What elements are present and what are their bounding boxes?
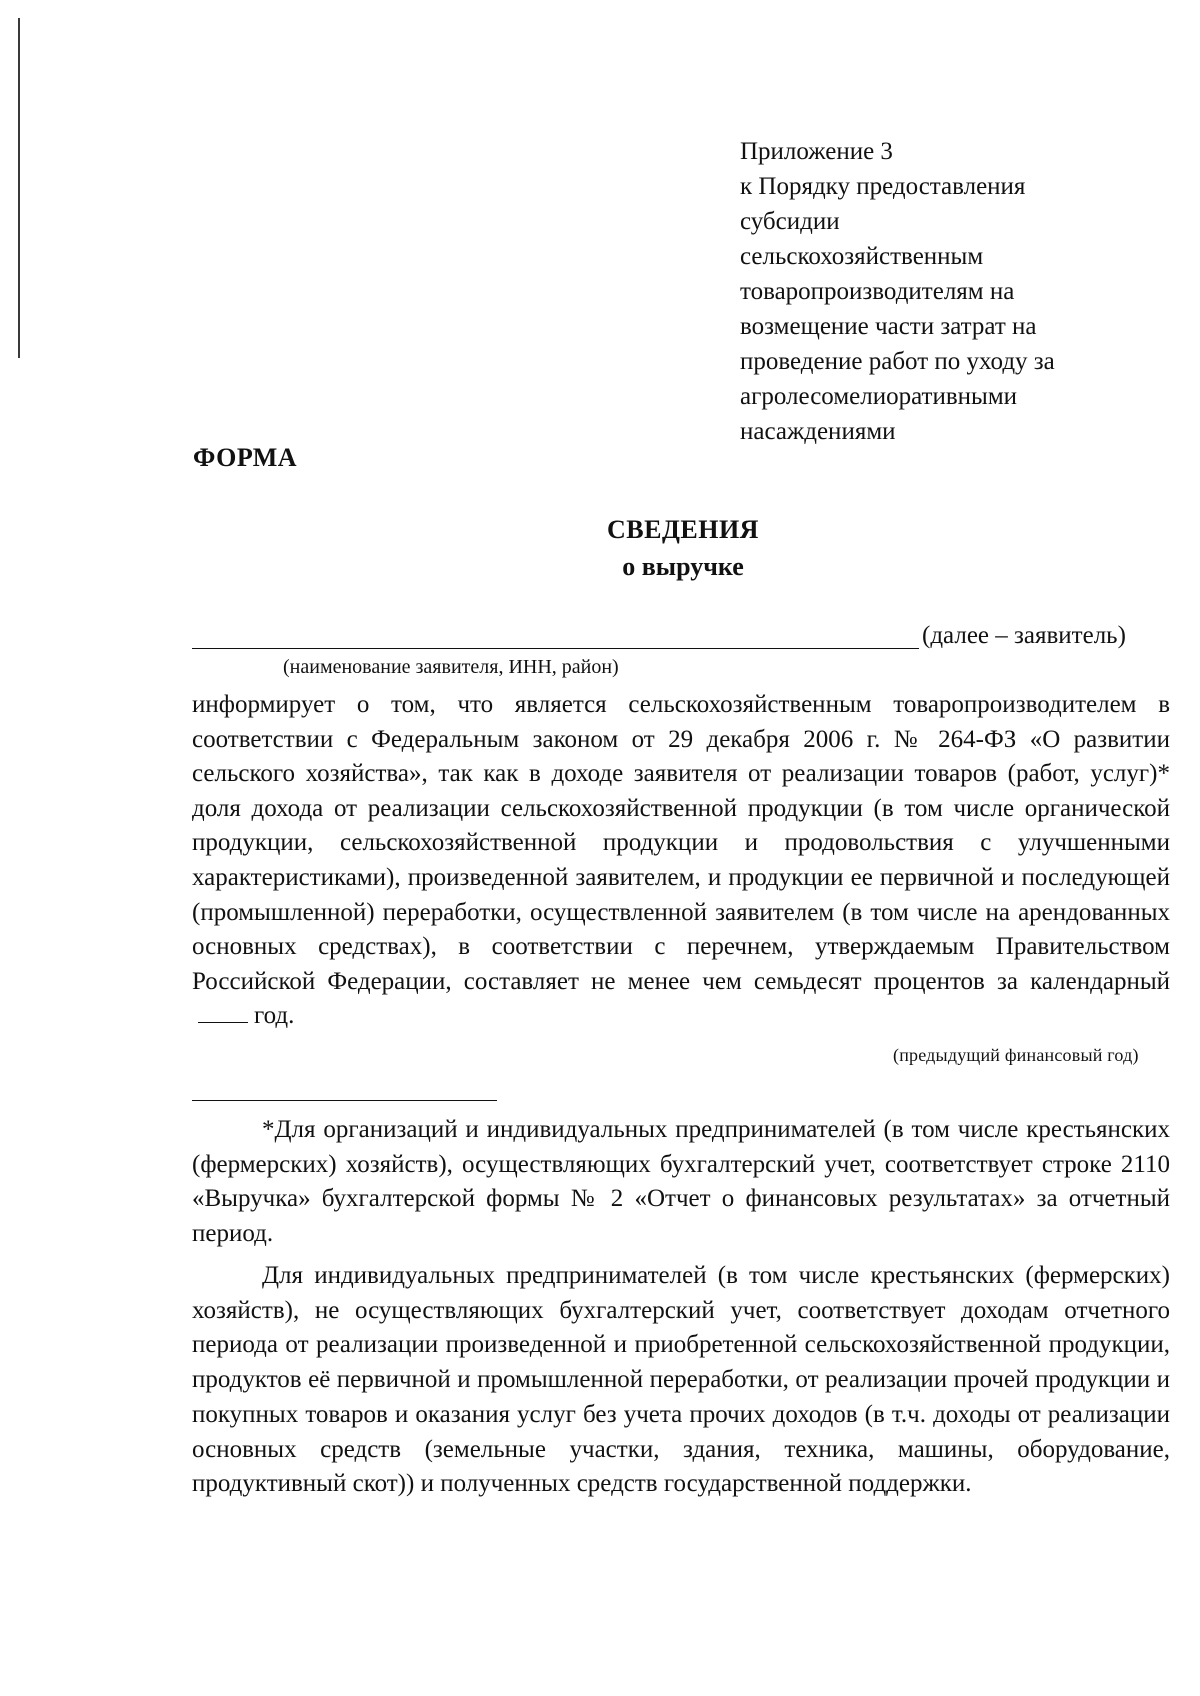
appendix-line: субсидии xyxy=(740,208,840,235)
form-label: ФОРМА xyxy=(193,443,298,472)
year-blank-field[interactable] xyxy=(198,1002,248,1023)
appendix-line: Приложение 3 xyxy=(740,138,893,165)
applicant-name-field[interactable] xyxy=(192,622,919,649)
appendix-line: насаждениями xyxy=(740,418,896,445)
appendix-header xyxy=(740,134,1160,449)
applicant-suffix: (далее – заявитель) xyxy=(922,622,1126,649)
document-title: СВЕДЕНИЯ xyxy=(607,515,759,544)
appendix-line: проведение работ по уходу за xyxy=(740,348,1055,375)
footnote-separator xyxy=(192,1100,497,1101)
statement-paragraph xyxy=(192,688,1170,1034)
year-field-caption: (предыдущий финансовый год) xyxy=(893,1045,1139,1065)
scan-edge-line xyxy=(18,18,20,358)
appendix-line: сельскохозяйственным xyxy=(740,243,984,270)
year-suffix: год. xyxy=(254,1002,295,1030)
document-subtitle: о выручке xyxy=(622,552,744,581)
statement-text: информирует о том, что является сельскохозяйственным товаропроизводителем в соответствии с Федеральным законом от 29 декабря 2006 г. № 264-ФЗ «О развитии сельского хозяйства», так как в доходе заявителя от реализации товаров (работ, услуг)* доля дохода от реализации сельскохозяйственной продукции (в том числе органической продукции, сельскохозяйственной продукции и продовольствия с улучшенными характеристиками), произведенной заявителем, и продукции ее первичной и последующей (промышленной) переработки, осуществленной заявителем (в том числе на арендованных основных средствах), в соответствии с перечнем, утверждаемым Правительством Российской Федерации, составляет не менее чем семьдесят процентов за календарный xyxy=(192,691,1170,995)
appendix-line: к Порядку предоставления xyxy=(740,173,1026,200)
footnote-entrepreneurs: Для индивидуальных предпринимателей (в том числе крестьянских (фермерских) хозяйств), не осуществляющих бухгалтерский учет, соответствует доходам отчетного периода от реализации произведенной и приобретенной сельскохозяйственной продукции, продуктов её первичной и промышленной переработки, от реализации прочей продукции и покупных товаров и оказания услуг без учета прочих доходов (в т.ч. доходы от реализации основных средств (земельные участки, здания, техника, машины, оборудование, продуктивный скот)) и полученных средств государственной поддержки. xyxy=(192,1262,1170,1498)
appendix-line: агролесомелиоративными xyxy=(740,383,1018,410)
appendix-line: возмещение части затрат на xyxy=(740,313,1037,340)
appendix-line: товаропроизводителям на xyxy=(740,278,1015,305)
footnote-organizations: *Для организаций и индивидуальных предпринимателей (в том числе крестьянских (фермерских) хозяйств), осуществляющих бухгалтерский учет, соответствует строке 2110 «Выручка» бухгалтерской формы № 2 «Отчет о финансовых результатах» за отчетный период. xyxy=(192,1116,1170,1248)
applicant-field-caption: (наименование заявителя, ИНН, район) xyxy=(283,656,619,678)
